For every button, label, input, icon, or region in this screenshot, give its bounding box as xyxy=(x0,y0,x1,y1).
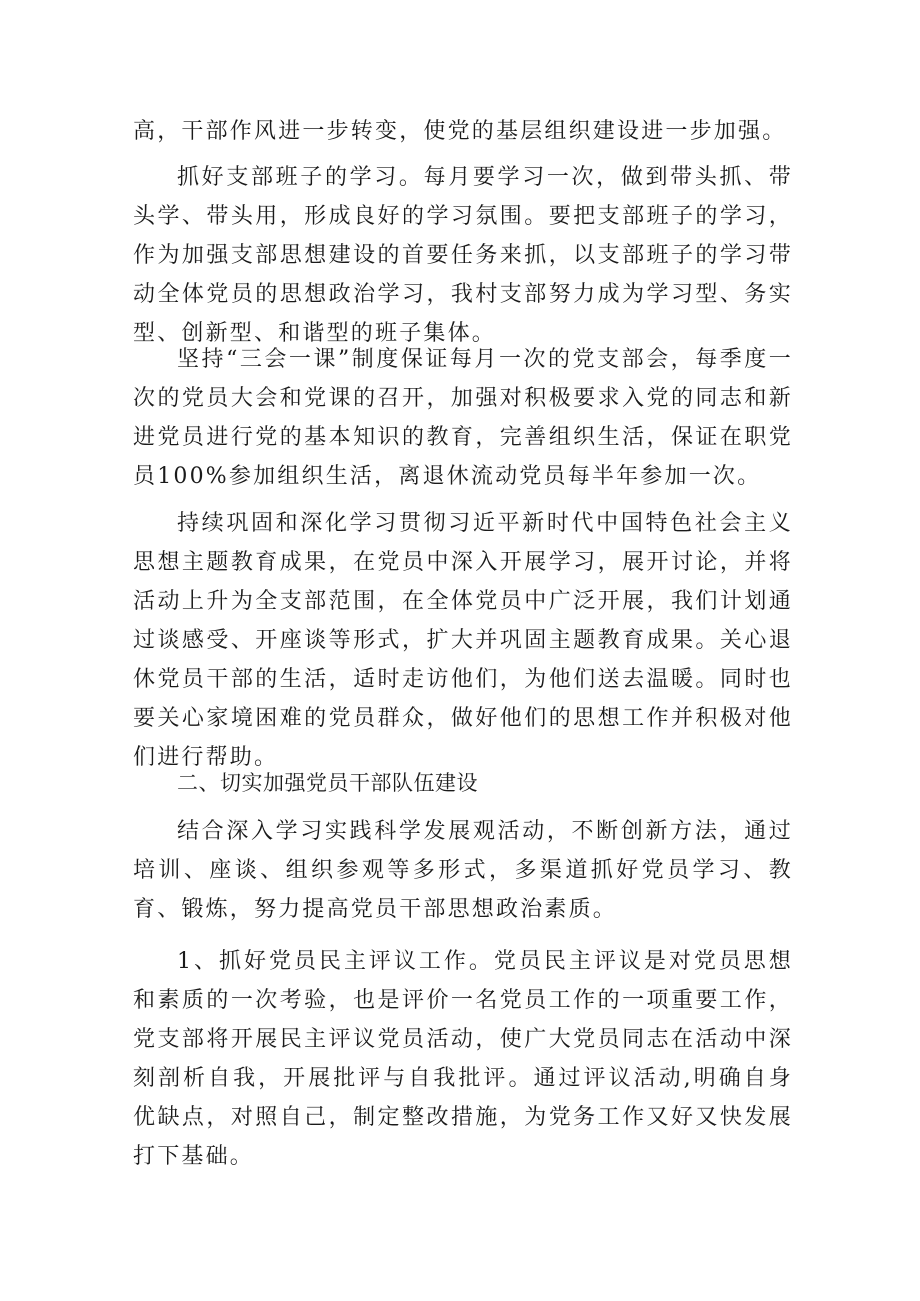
paragraph-theme-education: 持续巩固和深化学习贯彻习近平新时代中国特色社会主义思想主题教育成果，在党员中深入开展学习，展开讨论，并将活动上升为全支部范围，在全体党员中广泛开展，我们计划通过谈感受、开座谈等形式，扩大并巩固主题教育成果。关心退休党员干部的生活，适时走访他们，为他们送去温暖。同时也要关心家境困难的党员群众，做好他们的思想工作并积极对他们进行帮助。 xyxy=(133,511,793,770)
paragraph-study: 抓好支部班子的学习。每月要学习一次，做到带头抓、带头学、带头用，形成良好的学习氛围。要把支部班子的学习，作为加强支部思想建设的首要任务来抓，以支部班子的学习带动全体党员的思想政治学习，我村支部努力成为学习型、务实型、创新型、和谐型的班子集体。 xyxy=(133,165,793,346)
paragraph-democratic-review: 1、抓好党员民主评议工作。党员民主评议是对党员思想和素质的一次考验，也是评价一名党员工作的一项重要工作，党支部将开展民主评议党员活动，使广大党员同志在活动中深刻剖析自我，开展批评与自我批评。通过评议活动,明确自身优缺点，对照自己，制定整改措施，为党务工作又好又快发展打下基础。 xyxy=(133,949,793,1169)
section-heading: 二、切实加强党员干部队伍建设 xyxy=(177,771,478,795)
paragraph-continuation: 高，干部作风进一步转变，使党的基层组织建设进一步加强。 xyxy=(133,119,787,144)
paragraph-training: 结合深入学习实践科学发展观活动，不断创新方法，通过培训、座谈、组织参观等多形式，多渠道抓好党员学习、教育、锻炼，努力提高党员干部思想政治素质。 xyxy=(133,819,793,922)
paragraph-three-meetings: 坚持“三会一课”制度保证每月一次的党支部会，每季度一次的党员大会和党课的召开，加强对积极要求入党的同志和新进党员进行党的基本知识的教育，完善组织生活，保证在职党员100%参加组织生活，离退休流动党员每半年参加一次。 xyxy=(133,347,793,489)
